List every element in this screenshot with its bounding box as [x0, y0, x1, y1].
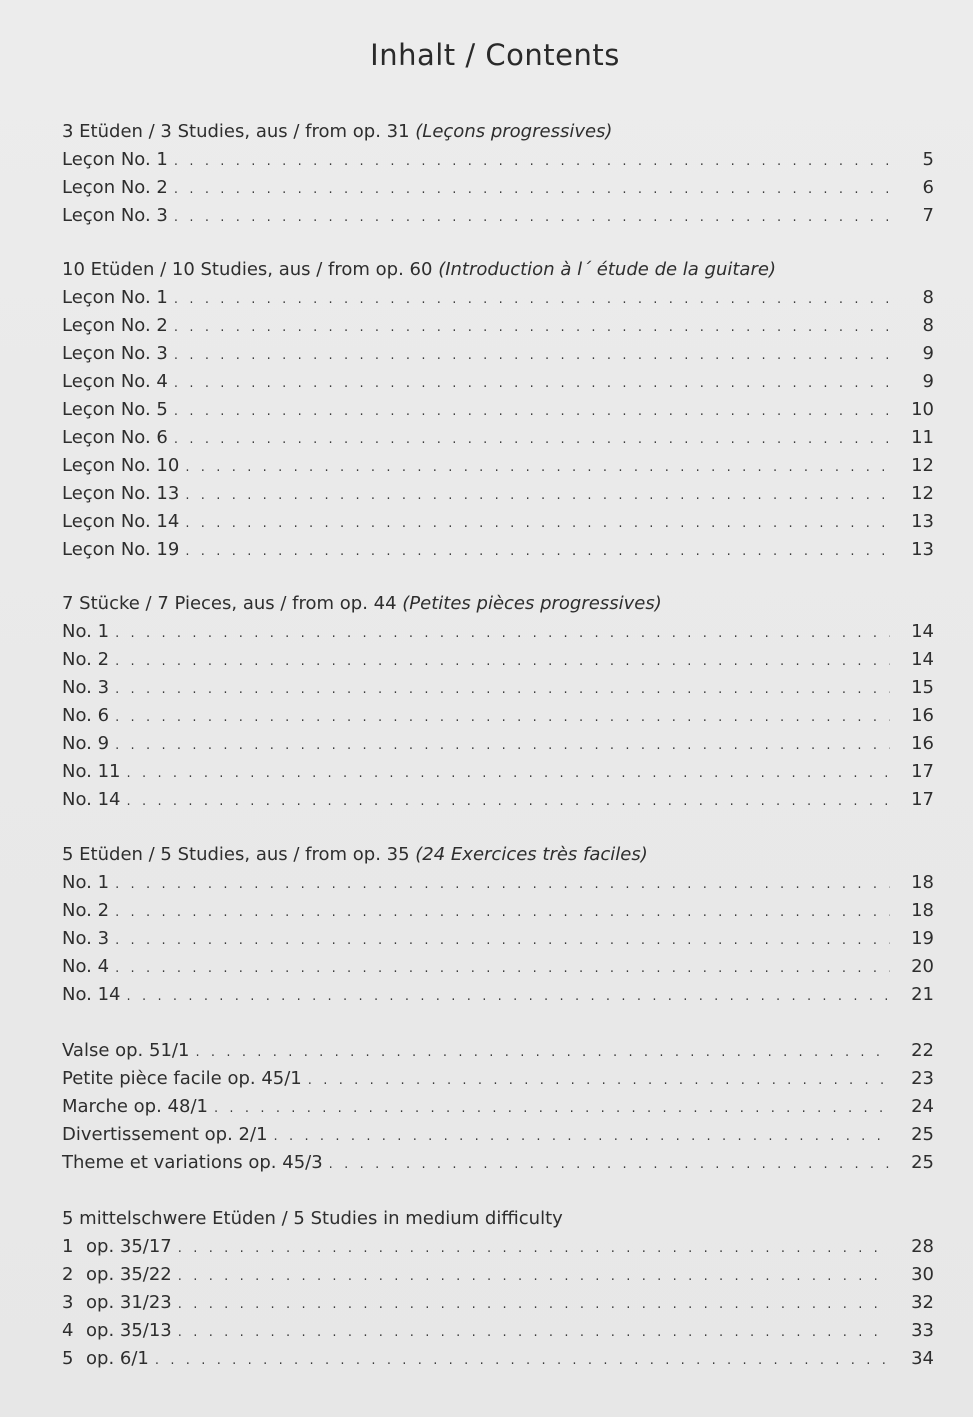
- page-number: 18: [911, 872, 934, 893]
- entry-title: Leçon No. 1: [62, 149, 168, 170]
- entry-label: [62, 869, 109, 897]
- dot-leader: [174, 370, 890, 398]
- entry-title: No. 2: [62, 649, 110, 670]
- entry-label: [62, 618, 109, 646]
- entry-label: [62, 1065, 302, 1093]
- dot-leader: [178, 1263, 890, 1291]
- toc-entry[interactable]: [62, 1149, 934, 1177]
- entry-label: [62, 424, 168, 452]
- page-number: 11: [911, 427, 934, 448]
- toc-entry[interactable]: [62, 368, 934, 396]
- dot-leader: [115, 676, 890, 704]
- dot-leader: [195, 1039, 890, 1067]
- page-number: 17: [911, 761, 934, 782]
- page-number: 8: [922, 287, 934, 308]
- page-number: 13: [911, 511, 934, 532]
- entry-label: [62, 1121, 268, 1149]
- entry-title: Marche op. 48/1: [62, 1096, 208, 1117]
- toc-entry[interactable]: [62, 396, 934, 424]
- page-number: 28: [911, 1236, 934, 1257]
- entry-label: [62, 786, 121, 814]
- dot-leader: [178, 1291, 890, 1319]
- dot-leader: [174, 286, 890, 314]
- section-heading-source: (Leçons progressives): [415, 121, 613, 142]
- page-number: 9: [922, 371, 934, 392]
- page-number: 20: [911, 956, 934, 977]
- entry-label: [62, 1233, 172, 1261]
- entry-label: [62, 1149, 323, 1177]
- entry-label: [62, 674, 109, 702]
- entry-label: [62, 730, 109, 758]
- toc-entry[interactable]: [62, 925, 934, 953]
- entry-title: No. 14: [62, 984, 121, 1005]
- page-number: 23: [911, 1068, 934, 1089]
- entry-title: No. 3: [62, 677, 110, 698]
- toc-section: [62, 256, 934, 564]
- dot-leader: [127, 983, 890, 1011]
- toc-entry[interactable]: [62, 508, 934, 536]
- page-number: 13: [911, 539, 934, 560]
- entry-title: No. 2: [62, 900, 110, 921]
- page-number: 16: [911, 705, 934, 726]
- entry-title: op. 6/1: [86, 1348, 149, 1369]
- entry-title: op. 35/17: [86, 1236, 172, 1257]
- entry-title: Leçon No. 13: [62, 483, 180, 504]
- entry-label: [62, 480, 179, 508]
- entry-title: op. 31/23: [86, 1292, 172, 1313]
- section-heading-text: 3 Etüden / 3 Studies, aus / from op. 31: [62, 121, 410, 142]
- dot-leader: [174, 398, 890, 426]
- entry-title: No. 6: [62, 705, 110, 726]
- page-number: 16: [911, 733, 934, 754]
- page-number: 8: [922, 315, 934, 336]
- entry-title: Valse op. 51/1: [62, 1040, 190, 1061]
- toc-entry[interactable]: [62, 1289, 934, 1317]
- dot-leader: [155, 1347, 890, 1375]
- dot-leader: [185, 510, 890, 538]
- entry-title: Leçon No. 2: [62, 177, 168, 198]
- dot-leader: [115, 704, 890, 732]
- entry-number: 3: [62, 1292, 74, 1313]
- toc-entry[interactable]: [62, 284, 934, 312]
- toc-entry[interactable]: [62, 1317, 934, 1345]
- page-title: Inhalt / Contents: [370, 38, 620, 72]
- dot-leader: [185, 538, 890, 566]
- entry-label: [62, 174, 168, 202]
- entry-title: Leçon No. 1: [62, 287, 168, 308]
- section-heading-text: 7 Stücke / 7 Pieces, aus / from op. 44: [62, 593, 397, 614]
- toc-entry[interactable]: [62, 452, 934, 480]
- page-number: 25: [911, 1124, 934, 1145]
- toc-entry[interactable]: [62, 424, 934, 452]
- entry-label: [62, 1037, 189, 1065]
- entry-title: Leçon No. 3: [62, 343, 168, 364]
- page-number: 12: [911, 483, 934, 504]
- entry-title: Petite pièce facile op. 45/1: [62, 1068, 302, 1089]
- toc-section: [62, 1205, 934, 1373]
- page-number: 25: [911, 1152, 934, 1173]
- dot-leader: [274, 1123, 890, 1151]
- page-number: 18: [911, 900, 934, 921]
- section-heading: [62, 1205, 934, 1233]
- toc-entry[interactable]: [62, 758, 934, 786]
- entry-title: Leçon No. 2: [62, 315, 168, 336]
- section-heading-source: (24 Exercices très faciles): [415, 844, 648, 865]
- dot-leader: [115, 927, 890, 955]
- section-heading-text: 5 mittelschwere Etüden / 5 Studies in medium difficulty: [62, 1208, 563, 1229]
- toc-section: [62, 1037, 934, 1177]
- dot-leader: [115, 620, 890, 648]
- dot-leader: [174, 204, 890, 232]
- entry-number: 1: [62, 1236, 74, 1257]
- dot-leader: [178, 1235, 890, 1263]
- section-heading: [62, 590, 934, 618]
- entry-title: Leçon No. 19: [62, 539, 180, 560]
- entry-label: [62, 202, 168, 230]
- page-number: 19: [911, 928, 934, 949]
- entry-title: op. 35/13: [86, 1320, 172, 1341]
- entry-number: 4: [62, 1320, 74, 1341]
- page-number: 17: [911, 789, 934, 810]
- entry-label: [62, 536, 179, 564]
- entry-label: [62, 340, 168, 368]
- entry-title: No. 3: [62, 928, 110, 949]
- toc-entry[interactable]: [62, 1345, 934, 1373]
- entry-label: [62, 368, 168, 396]
- entry-title: No. 4: [62, 956, 110, 977]
- dot-leader: [178, 1319, 890, 1347]
- section-heading-source: (Introduction à l´ étude de la guitare): [438, 259, 776, 280]
- dot-leader: [174, 176, 890, 204]
- section-heading-text: 10 Etüden / 10 Studies, aus / from op. 60: [62, 259, 433, 280]
- toc-entry[interactable]: [62, 1037, 934, 1065]
- dot-leader: [214, 1095, 890, 1123]
- toc-entry[interactable]: [62, 981, 934, 1009]
- toc-entry[interactable]: [62, 646, 934, 674]
- toc-section: [62, 841, 934, 1009]
- toc-entry[interactable]: [62, 536, 934, 564]
- dot-leader: [115, 648, 890, 676]
- entry-label: [62, 1093, 208, 1121]
- dot-leader: [115, 899, 890, 927]
- page-number: 14: [911, 649, 934, 670]
- entry-title: No. 14: [62, 789, 121, 810]
- page-number: 22: [911, 1040, 934, 1061]
- dot-leader: [185, 482, 890, 510]
- toc-entry[interactable]: [62, 1233, 934, 1261]
- entry-title: Leçon No. 4: [62, 371, 168, 392]
- toc-entry[interactable]: [62, 953, 934, 981]
- entry-title: No. 1: [62, 872, 110, 893]
- toc-entry[interactable]: [62, 869, 934, 897]
- section-heading-source: (Petites pièces progressives): [402, 593, 662, 614]
- entry-number: 5: [62, 1348, 74, 1369]
- page-number: 34: [911, 1348, 934, 1369]
- entry-label: [62, 1261, 172, 1289]
- dot-leader: [127, 760, 890, 788]
- entry-title: No. 9: [62, 733, 110, 754]
- page-number: 5: [922, 149, 934, 170]
- section-heading-text: 5 Etüden / 5 Studies, aus / from op. 35: [62, 844, 410, 865]
- page-number: 9: [922, 343, 934, 364]
- toc-entry[interactable]: [62, 202, 934, 230]
- entry-label: [62, 1317, 172, 1345]
- toc-entry[interactable]: [62, 786, 934, 814]
- toc-entry[interactable]: [62, 480, 934, 508]
- entry-label: [62, 396, 168, 424]
- entry-label: [62, 508, 179, 536]
- section-heading: [62, 118, 934, 146]
- dot-leader: [174, 342, 890, 370]
- entry-label: [62, 953, 109, 981]
- toc-entry[interactable]: [62, 730, 934, 758]
- dot-leader: [115, 732, 890, 760]
- page-number: 6: [922, 177, 934, 198]
- entry-title: No. 1: [62, 621, 110, 642]
- dot-leader: [329, 1151, 890, 1179]
- entry-title: Theme et variations op. 45/3: [62, 1152, 323, 1173]
- entry-label: [62, 284, 168, 312]
- page-number: 10: [911, 399, 934, 420]
- dot-leader: [185, 454, 890, 482]
- entry-label: [62, 1345, 149, 1373]
- entry-title: Leçon No. 3: [62, 205, 168, 226]
- page-number: 30: [911, 1264, 934, 1285]
- entry-label: [62, 1289, 172, 1317]
- toc-entry[interactable]: [62, 1065, 934, 1093]
- toc-entry[interactable]: [62, 1121, 934, 1149]
- toc-entry[interactable]: [62, 1261, 934, 1289]
- entry-title: Leçon No. 14: [62, 511, 180, 532]
- entry-label: [62, 758, 121, 786]
- page-number: 32: [911, 1292, 934, 1313]
- page-number: 21: [911, 984, 934, 1005]
- page-number: 15: [911, 677, 934, 698]
- entry-label: [62, 452, 179, 480]
- entry-title: Leçon No. 10: [62, 455, 180, 476]
- dot-leader: [127, 788, 890, 816]
- toc-entry[interactable]: [62, 312, 934, 340]
- entry-label: [62, 897, 109, 925]
- toc-entry[interactable]: [62, 702, 934, 730]
- toc-entry[interactable]: [62, 340, 934, 368]
- entry-title: Leçon No. 6: [62, 427, 168, 448]
- page-number: 7: [922, 205, 934, 226]
- entry-label: [62, 702, 109, 730]
- page-number: 33: [911, 1320, 934, 1341]
- entry-label: [62, 146, 168, 174]
- entry-title: Divertissement op. 2/1: [62, 1124, 268, 1145]
- entry-title: No. 11: [62, 761, 121, 782]
- toc-entry[interactable]: [62, 618, 934, 646]
- entry-title: Leçon No. 5: [62, 399, 168, 420]
- page-number: 14: [911, 621, 934, 642]
- dot-leader: [174, 314, 890, 342]
- entry-label: [62, 925, 109, 953]
- toc-entry[interactable]: [62, 174, 934, 202]
- toc-section: [62, 590, 934, 814]
- toc-entry[interactable]: [62, 897, 934, 925]
- page-number: 12: [911, 455, 934, 476]
- dot-leader: [174, 148, 890, 176]
- dot-leader: [115, 955, 890, 983]
- dot-leader: [308, 1067, 890, 1095]
- entry-title: op. 35/22: [86, 1264, 172, 1285]
- section-heading: [62, 841, 934, 869]
- entry-label: [62, 312, 168, 340]
- dot-leader: [115, 871, 890, 899]
- dot-leader: [174, 426, 890, 454]
- section-heading: [62, 256, 934, 284]
- entry-label: [62, 646, 109, 674]
- page-number: 24: [911, 1096, 934, 1117]
- toc-section: [62, 118, 934, 230]
- toc-entry[interactable]: [62, 146, 934, 174]
- entry-label: [62, 981, 121, 1009]
- toc-entry[interactable]: [62, 1093, 934, 1121]
- toc-entry[interactable]: [62, 674, 934, 702]
- entry-number: 2: [62, 1264, 74, 1285]
